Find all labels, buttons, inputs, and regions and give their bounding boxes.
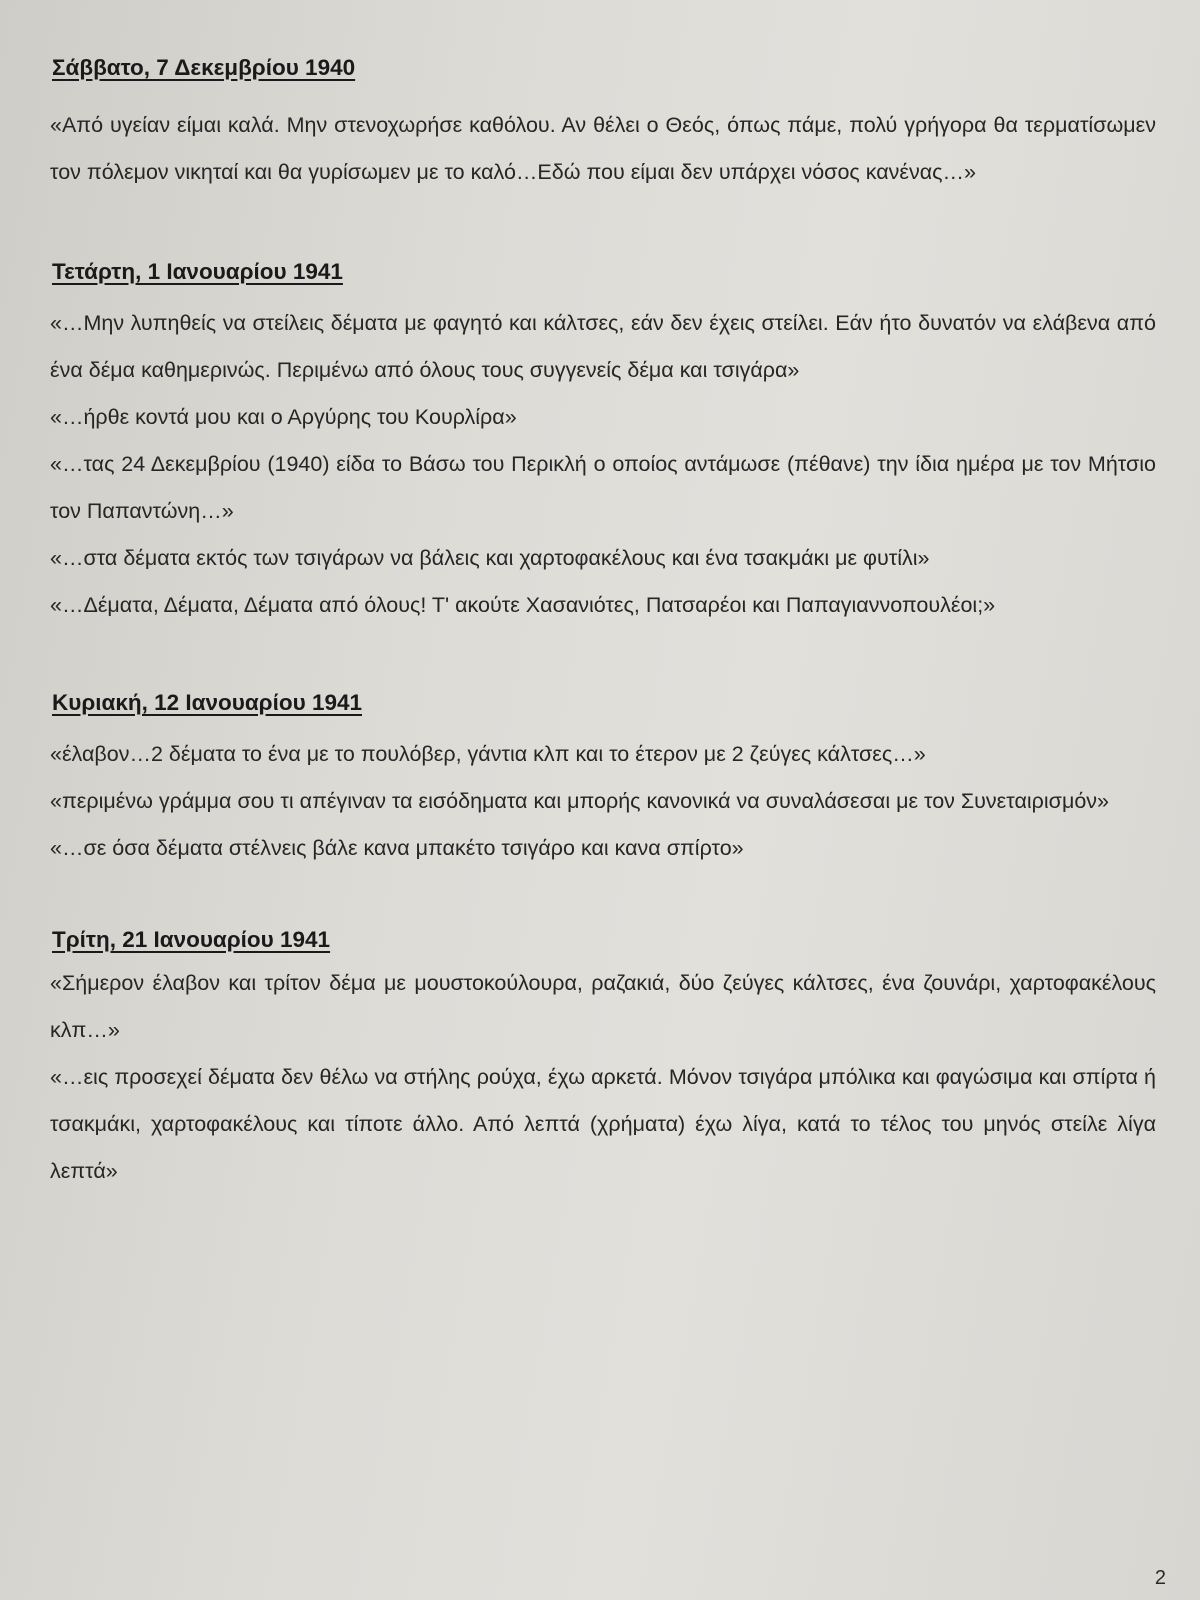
entry-paragraph: «περιμένω γράμμα σου τι απέγιναν τα εισόδηματα και μπορής κανονικά να συναλάσεσαι με τον Συνεταιρισμόν» [50,789,1109,813]
entry-paragraph: «…ήρθε κοντά μου και ο Αργύρης του Κουρλίρα» [50,405,517,429]
entry-paragraph: «…Δέματα, Δέματα, Δέματα από όλους! Τ' ακούτε Χασανιότες, Πατσαρέοι και Παπαγιαννοπουλέοι;» [50,593,996,617]
entry-paragraph: «…τας 24 Δεκεμβρίου (1940) είδα το Βάσω του Περικλή ο οποίος αντάμωσε (πέθανε) την ίδια ημέρα με τον Μήτσιο τον Παπαντώνη…» [50,452,1156,523]
entry-paragraph: «…εις προσεχεί δέματα δεν θέλω να στήλης ρούχα, έχω αρκετά. Μόνον τσιγάρα μπόλικα και φαγώσιμα και σπίρτα ή τσακμάκι, χαρτοφακέλους και τίποτε άλλο. Από λεπτά (χρήματα) έχω λίγα, κατά το τέλος του μηνός στείλε λίγα λεπτά» [50,1065,1156,1183]
diary-entry [50,256,1156,629]
entry-date-heading: Σάββατο, 7 Δεκεμβρίου 1940 [52,55,356,80]
entry-paragraph: «…στα δέματα εκτός των τσιγάρων να βάλεις και χαρτοφακέλους και ένα τσακμάκι με φυτίλι» [50,546,930,570]
entry-date-heading: Κυριακή, 12 Ιανουαρίου 1941 [52,690,363,715]
entry-date-heading: Τετάρτη, 1 Ιανουαρίου 1941 [52,259,343,284]
entry-paragraph: «Σήμερον έλαβον και τρίτον δέμα με μουστοκούλουρα, ραζακιά, δύο ζεύγες κάλτσες, ένα ζουνάρι, χαρτοφακέλους κλπ…» [50,971,1156,1042]
entry-paragraph: «…Μην λυπηθείς να στείλεις δέματα με φαγητό και κάλτσες, εάν δεν έχεις στείλει. Εάν ήτο δυνατόν να ελάβενα από ένα δέμα καθημερινώς. Περιμένω από όλους τους συγγενείς δέμα και τσιγάρα» [50,311,1156,382]
entry-paragraph: «Από υγείαν είμαι καλά. Μην στενοχωρήσε καθόλου. Αν θέλει ο Θεός, όπως πάμε, πολύ γρήγορα θα τερματίσωμεν τον πόλεμον νικηταί και θα γυρίσωμεν με το καλό…Εδώ που είμαι δεν υπάρχει νόσος κανένας…» [50,113,1156,184]
entry-date-heading: Τρίτη, 21 Ιανουαρίου 1941 [52,927,331,952]
diary-entry [50,687,1156,872]
entry-paragraph: «έλαβον…2 δέματα το ένα με το πουλόβερ, γάντια κλπ και το έτερον με 2 ζεύγες κάλτσες…» [50,742,926,766]
diary-entry [50,924,1156,1195]
diary-entry [50,52,1156,196]
page-number: 2 [1154,1567,1166,1589]
entry-paragraph: «…σε όσα δέματα στέλνεις βάλε κανα μπακέτο τσιγάρο και κανα σπίρτο» [50,836,744,860]
